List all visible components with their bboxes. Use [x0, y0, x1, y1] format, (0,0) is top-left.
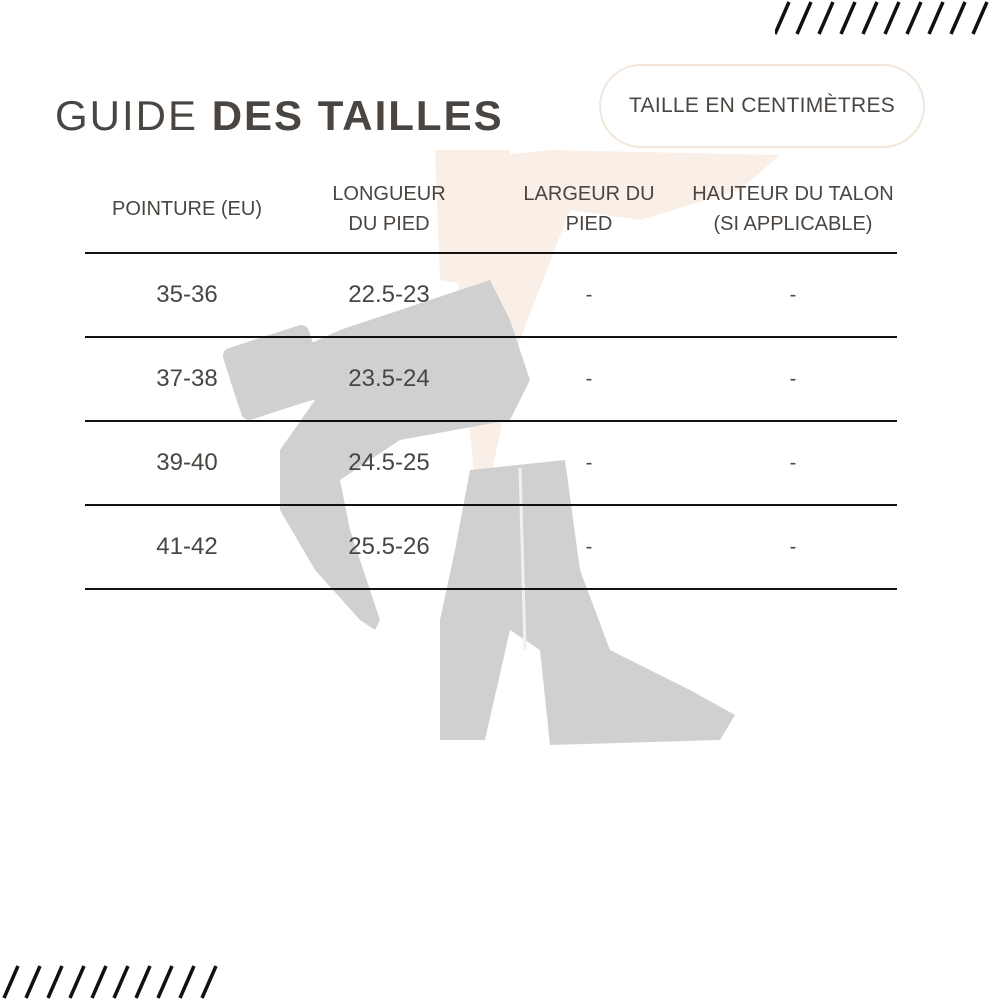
cell-longueur: 24.5-25: [348, 449, 430, 476]
diagonal-stripes-decoration: [0, 964, 222, 1000]
header-line: POINTURE (EU): [112, 198, 262, 220]
size-table: [85, 165, 897, 589]
cell-longueur: 23.5-24: [348, 365, 430, 392]
diagonal-stripes-decoration: [775, 0, 1000, 36]
page-title: [55, 92, 504, 140]
header-line: (SI APPLICABLE): [713, 213, 873, 235]
cell-pointure: 35-36: [156, 281, 218, 308]
cell-hauteur: -: [789, 283, 797, 306]
cell-hauteur: -: [789, 367, 797, 390]
table-row: [85, 421, 897, 505]
table-divider: [85, 588, 897, 590]
cell-largeur: -: [585, 535, 593, 558]
cell-pointure: 41-42: [156, 533, 218, 560]
cell-pointure: 37-38: [156, 365, 218, 392]
header-line: PIED: [565, 213, 613, 235]
title-light: GUIDE: [55, 92, 199, 139]
header-pointure: [85, 165, 289, 253]
title-bold: DES TAILLES: [211, 92, 504, 139]
table-row: [85, 253, 897, 337]
header-line: LARGEUR DU: [523, 183, 655, 205]
cell-largeur: -: [585, 451, 593, 474]
cell-longueur: 22.5-23: [348, 281, 430, 308]
header-longueur: [289, 165, 489, 253]
table-row: [85, 505, 897, 589]
cell-hauteur: -: [789, 535, 797, 558]
cell-pointure: 39-40: [156, 449, 218, 476]
unit-badge-label: TAILLE EN CENTIMÈTRES: [628, 94, 896, 117]
table-row: [85, 337, 897, 421]
table-header-row: [85, 165, 897, 253]
header-line: LONGUEUR: [332, 183, 446, 205]
cell-hauteur: -: [789, 451, 797, 474]
cell-largeur: -: [585, 367, 593, 390]
cell-largeur: -: [585, 283, 593, 306]
header-hauteur: [689, 165, 897, 253]
unit-badge: [599, 64, 925, 148]
cell-longueur: 25.5-26: [348, 533, 430, 560]
header-line: DU PIED: [348, 213, 430, 235]
header-line: HAUTEUR DU TALON: [692, 183, 894, 205]
header-largeur: [489, 165, 689, 253]
